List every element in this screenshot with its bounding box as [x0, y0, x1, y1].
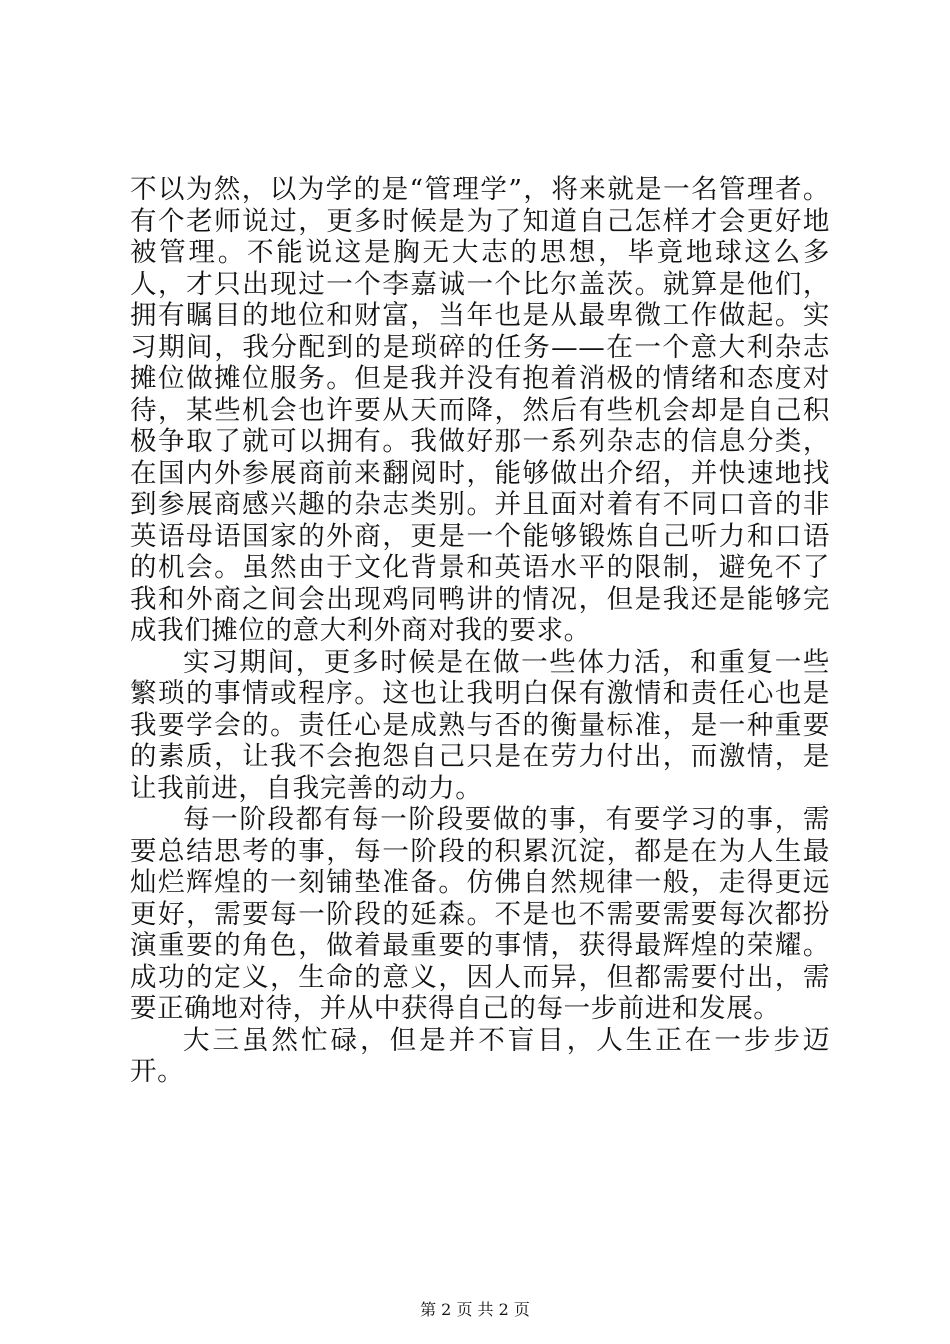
paragraph-continuation: 不以为然，以为学的是“管理学”，将来就是一名管理者。有个老师说过，更多时候是为了知道自己怎样才会更好地被管理。不能说这是胸无大志的思想，毕竟地球这么多人，才只出现过一个李嘉诚一个比尔盖茨。就算是他们，拥有瞩目的地位和财富，当年也是从最卑微工作做起。实习期间，我分配到的是琐碎的任务——在一个意大利杂志摊位做摊位服务。但是我并没有抱着消极的情绪和态度对待，某些机会也许要从天而降，然后有些机会却是自己积极争取了就可以拥有。我做好那一系列杂志的信息分类，在国内外参展商前来翻阅时，能够做出介绍，并快速地找到参展商感兴趣的杂志类别。并且面对着有不同口音的非英语母语国家的外商，更是一个能够锻炼自己听力和口语的机会。虽然由于文化背景和英语水平的限制，避免不了我和外商之间会出现鸡同鸭讲的情况，但是我还是能够完成我们摊位的意大利外商对我的要求。	[130, 174, 830, 646]
paragraph-stages: 每一阶段都有每一阶段要做的事，有要学习的事，需要总结思考的事，每一阶段的积累沉淀，都是在为人生最灿烂辉煌的一刻铺垫准备。仿佛自然规律一般，走得更远更好，需要每一阶段的延森。不是也不需要需要每次都扮演重要的角色，做着最重要的事情，获得最辉煌的荣耀。成功的定义，生命的意义，因人而异，但都需要付出，需要正确地对待，并从中获得自己的每一步前进和发展。	[130, 804, 830, 1024]
document-body	[130, 174, 830, 1088]
page-number-footer: 第 2 页 共 2 页	[420, 1300, 530, 1319]
paragraph-conclusion: 大三虽然忙碌，但是并不盲目，人生正在一步步迈开。	[130, 1024, 830, 1087]
paragraph-internship: 实习期间，更多时候是在做一些体力活，和重复一些繁琐的事情或程序。这也让我明白保有激情和责任心也是我要学会的。责任心是成熟与否的衡量标准，是一种重要的素质，让我不会抱怨自己只是在劳力付出，而激情，是让我前进，自我完善的动力。	[130, 646, 830, 804]
